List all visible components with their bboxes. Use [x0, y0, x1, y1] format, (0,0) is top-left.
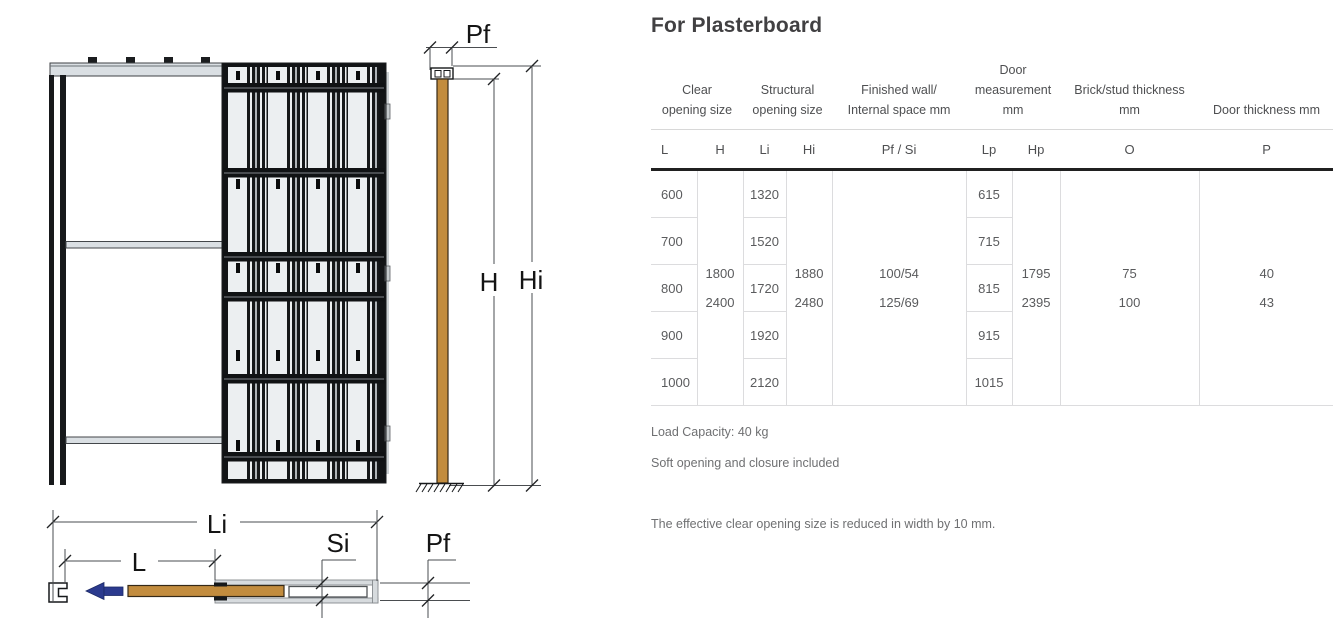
- cell-H: 1800 2400: [697, 170, 743, 406]
- cell-L: 1000: [661, 374, 690, 390]
- col-header-Hp: Hp: [1012, 130, 1060, 170]
- cell-Lp: 715: [966, 218, 1012, 265]
- col-header-P: P: [1199, 130, 1333, 170]
- col-header-H: H: [697, 130, 743, 170]
- top-track: [50, 63, 222, 76]
- cell-Lp: 915: [966, 312, 1012, 359]
- cell-Li: 1320: [743, 170, 786, 218]
- cell-L: 600: [651, 170, 697, 218]
- col-header-PfSi: Pf / Si: [832, 130, 966, 170]
- table-row: [651, 170, 1333, 218]
- cassette-frame: [222, 63, 390, 483]
- col-group-door-measurement: Door measurement mm: [966, 46, 1060, 130]
- col-header-Li: Li: [743, 130, 786, 170]
- cell-L: 700: [651, 218, 697, 265]
- cell-Li: 2120: [743, 359, 786, 406]
- cell-L: 900: [651, 312, 697, 359]
- dim-label-pf-side: Pf: [465, 19, 491, 49]
- cell-Lp: 1015: [966, 359, 1012, 406]
- plan-view: [47, 509, 470, 618]
- dimension-table: [651, 46, 1333, 406]
- track-bracket: [431, 68, 453, 79]
- door-jamb: [49, 75, 66, 485]
- col-group-structural-opening: Structural opening size: [743, 46, 832, 130]
- cell-PfSi: 100/54 125/69: [832, 170, 966, 406]
- col-header-Lp: Lp: [966, 130, 1012, 170]
- dim-label-hi: Hi: [518, 265, 544, 295]
- cell-Hp: 1795 2395: [1012, 170, 1060, 406]
- jamb-profile-plan: [49, 583, 67, 602]
- fixing-tabs: [88, 57, 210, 63]
- cell-Lp: 815: [966, 265, 1012, 312]
- opening-rails: [66, 242, 228, 444]
- cell-Hi: 1880 2480: [786, 170, 832, 406]
- load-capacity-note: Load Capacity: 40 kg: [651, 424, 769, 439]
- cell-Li: 1720: [743, 265, 786, 312]
- front-elevation-view: [49, 57, 390, 485]
- dim-label-si: Si: [326, 528, 350, 558]
- cell-P: 40 43: [1199, 170, 1333, 406]
- dim-label-li: Li: [206, 509, 228, 539]
- pocket-door-technical-drawing: [0, 0, 650, 621]
- dim-label-l: L: [131, 547, 147, 577]
- door-plan: [128, 586, 284, 597]
- col-header-Hi: Hi: [786, 130, 832, 170]
- slide-direction-arrow: [86, 583, 123, 600]
- footnote: The effective clear opening size is reduced in width by 10 mm.: [651, 516, 996, 531]
- side-section-view: [416, 19, 543, 492]
- col-group-door-thickness: Door thickness mm: [1199, 46, 1333, 130]
- cell-Li: 1520: [743, 218, 786, 265]
- group-header-row: [651, 46, 1333, 130]
- door-side-section: [437, 79, 448, 483]
- dim-label-pf-plan: Pf: [425, 528, 451, 558]
- col-group-finished-wall: Finished wall/ Internal space mm: [832, 46, 966, 130]
- col-group-brick-stud: Brick/stud thickness mm: [1060, 46, 1199, 130]
- floor-hatch: [416, 484, 464, 493]
- subheader-row: [651, 130, 1333, 170]
- col-header-O: O: [1060, 130, 1199, 170]
- cell-Lp: 615: [966, 170, 1012, 218]
- cell-L: 800: [651, 265, 697, 312]
- dim-label-h: H: [479, 267, 499, 297]
- col-group-clear-opening: Clear opening size: [651, 46, 743, 130]
- cell-Li: 1920: [743, 312, 786, 359]
- col-header-L: L: [651, 130, 697, 170]
- soft-close-note: Soft opening and closure included: [651, 455, 840, 470]
- cell-O: 75 100: [1060, 170, 1199, 406]
- page-title: For Plasterboard: [651, 14, 823, 37]
